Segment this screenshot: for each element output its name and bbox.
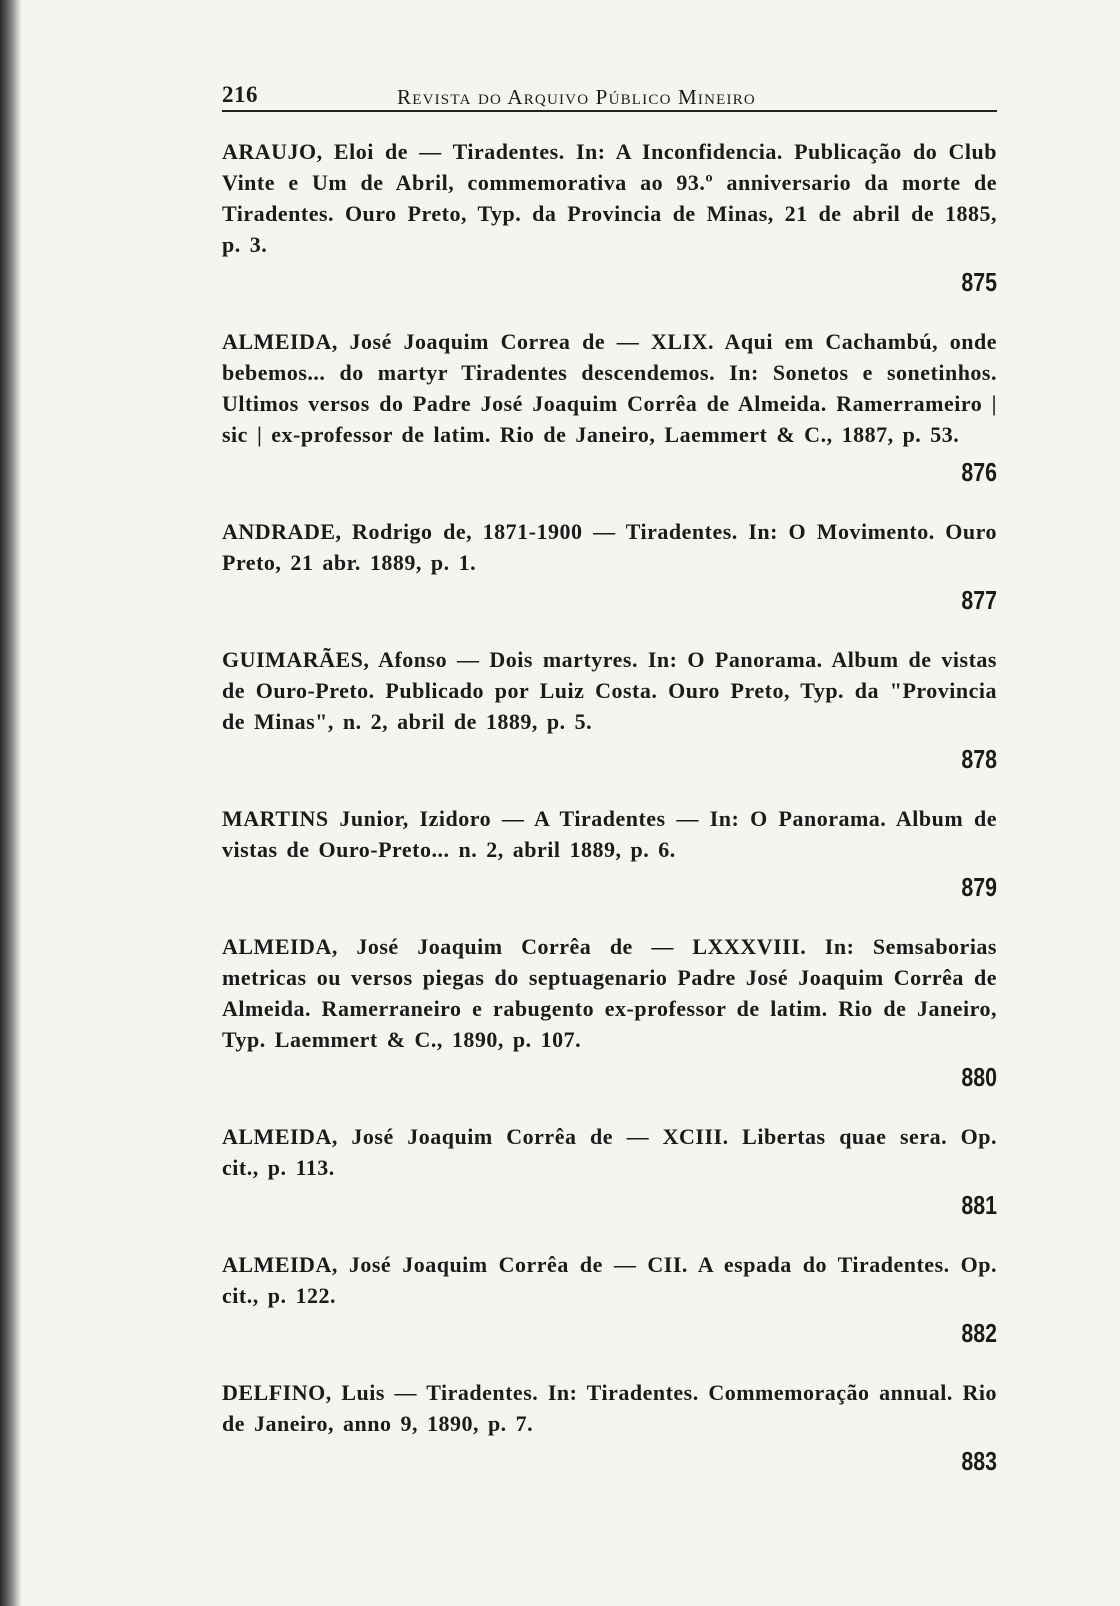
bibliography-entry xyxy=(222,326,997,488)
bibliography-entry xyxy=(222,931,997,1093)
entry-number: 880 xyxy=(961,1062,997,1092)
entry-citation: GUIMARÃES, Afonso — Dois martyres. In: O Panorama. Album de vistas de Ouro-Preto. Publicado por Luiz Costa. Ouro Preto, Typ. da "Provincia de Minas", n. 2, abril de 1889, p. 5. xyxy=(222,647,997,734)
entry-number: 882 xyxy=(961,1318,997,1348)
bibliography-entry xyxy=(222,516,997,616)
entry-number: 876 xyxy=(961,457,997,487)
entry-citation: ARAUJO, Eloi de — Tiradentes. In: A Inconfidencia. Publicação do Club Vinte e Um de Abril, commemorativa ao 93.º anniversario da morte de Tiradentes. Ouro Preto, Typ. da Provincia de Minas, 21 de abril de 1885, p. 3. xyxy=(222,139,997,257)
entry-number: 878 xyxy=(961,744,997,774)
bibliography-entry xyxy=(222,1121,997,1221)
entry-number: 877 xyxy=(961,585,997,615)
entry-citation: ANDRADE, Rodrigo de, 1871-1900 — Tiradentes. In: O Movimento. Ouro Preto, 21 abr. 1889, p. 1. xyxy=(222,519,997,575)
entry-citation: ALMEIDA, José Joaquim Corrêa de — LXXXVIII. In: Semsaborias metricas ou versos piegas do septuagenario Padre José Joaquim Corrêa de Almeida. Ramerraneiro e rabugento ex-professor de latim. Rio de Janeiro, Typ. Laemmert & C., 1890, p. 107. xyxy=(222,934,997,1052)
entry-number: 881 xyxy=(961,1190,997,1220)
entry-citation: ALMEIDA, José Joaquim Correa de — XLIX. Aqui em Cachambú, onde bebemos... do martyr Tiradentes descendemos. In: Sonetos e sonetinhos. Ultimos versos do Padre José Joaquim Corrêa de Almeida. Ramerrameiro | sic | ex-professor de latim. Rio de Janeiro, Laemmert & C., 1887, p. 53. xyxy=(222,329,997,447)
journal-title: Revista do Arquivo Público Mineiro xyxy=(397,85,756,109)
document-page xyxy=(222,70,997,1505)
entry-number: 875 xyxy=(961,267,997,297)
bibliography-entry xyxy=(222,136,997,298)
page-number: 216 xyxy=(222,82,258,107)
entry-number: 883 xyxy=(961,1446,997,1476)
bibliography-entry xyxy=(222,803,997,903)
page-binding-edge xyxy=(0,0,22,1606)
bibliography-entry xyxy=(222,1377,997,1477)
bibliography-entries xyxy=(222,136,997,1477)
entry-citation: DELFINO, Luis — Tiradentes. In: Tiradentes. Commemoração annual. Rio de Janeiro, anno 9, 1890, p. 7. xyxy=(222,1380,997,1436)
entry-citation: ALMEIDA, José Joaquim Corrêa de — CII. A espada do Tiradentes. Op. cit., p. 122. xyxy=(222,1252,997,1308)
entry-citation: MARTINS Junior, Izidoro — A Tiradentes — In: O Panorama. Album de vistas de Ouro-Preto... n. 2, abril 1889, p. 6. xyxy=(222,806,997,862)
entry-citation: ALMEIDA, José Joaquim Corrêa de — XCIII. Libertas quae sera. Op. cit., p. 113. xyxy=(222,1124,997,1180)
bibliography-entry xyxy=(222,1249,997,1349)
bibliography-entry xyxy=(222,644,997,775)
entry-number: 879 xyxy=(961,872,997,902)
running-head xyxy=(222,70,997,112)
